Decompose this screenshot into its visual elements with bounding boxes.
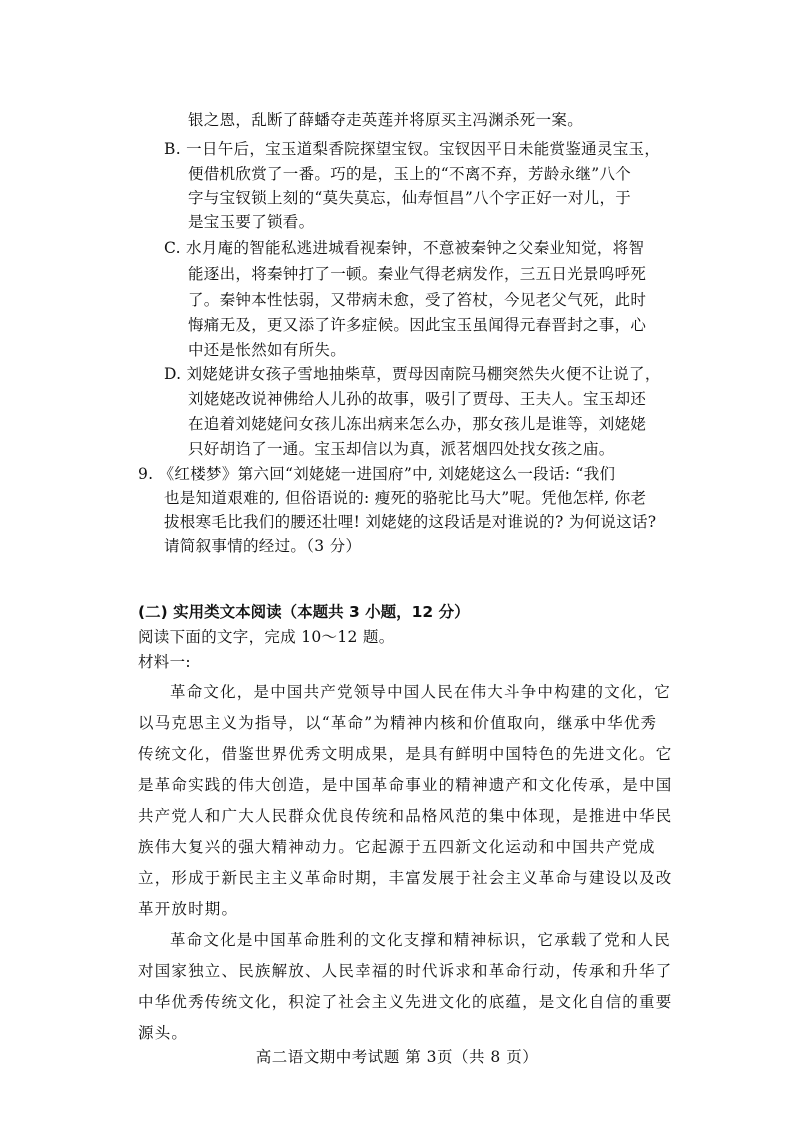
paragraph-line: 是革命实践的伟大创造，是中国革命事业的精神遗产和文化传承，是中国 bbox=[138, 776, 673, 794]
material-label: 材料一: bbox=[138, 653, 191, 671]
paragraph-line: 源头。 bbox=[138, 1024, 189, 1042]
option-b-line: 是宝玉要了锁看。 bbox=[188, 213, 315, 231]
paragraph-line: 立，形成于新民主主义革命时期，丰富发展于社会主义革命与建设以及改 bbox=[138, 869, 673, 887]
option-c-line: 了。秦钟本性怯弱，又带病未愈，受了笞杖，今见老父气死，此时 bbox=[188, 291, 647, 309]
option-b-line: 字与宝钗锁上刻的“莫失莫忘，仙寿恒昌”八个字正好一对儿，于 bbox=[188, 189, 632, 207]
paragraph-line: 革开放时期。 bbox=[138, 900, 239, 918]
question-9-line: 9. 《红楼梦》第六回“刘姥姥一进国府”中, 刘姥姥这么一段话: “我们 bbox=[138, 465, 616, 483]
paragraph-line: 中华优秀传统文化，积淀了社会主义先进文化的底蕴，是文化自信的重要 bbox=[138, 993, 673, 1011]
paragraph-line: 以马克思主义为指导，以“革命”为精神内核和价值取向，继承中华优秀 bbox=[138, 714, 658, 732]
option-c-line: C. 水月庵的智能私逃进城看视秦钟，不意被秦钟之父秦业知觉，将智 bbox=[164, 239, 645, 257]
section-instruction: 阅读下面的文字，完成 10～12 题。 bbox=[138, 628, 395, 646]
option-b-line: 便借机欣赏了一番。巧的是，玉上的“不离不弃，芳龄永继”八个 bbox=[188, 165, 632, 183]
question-9-line: 拔根寒毛比我们的腰还壮哩! 刘姥姥的这段话是对谁说的? 为何说这话? bbox=[164, 513, 657, 531]
option-d-line: 只好胡诌了一通。宝玉却信以为真，派茗烟四处找女孩之庙。 bbox=[188, 440, 615, 458]
question-9-line: 请简叙事情的经过。（3 分） bbox=[164, 537, 362, 555]
page-footer: 高二语文期中考试题 第 3页（共 8 页） bbox=[255, 1048, 539, 1066]
paragraph-line: 传统文化，借鉴世界优秀文明成果，是具有鲜明中国特色的先进文化。它 bbox=[138, 745, 673, 763]
option-a-tail: 银之恩，乱断了薛蟠夺走英莲并将原买主冯渊杀死一案。 bbox=[188, 111, 584, 129]
option-c-line: 中还是怅然如有所失。 bbox=[188, 341, 347, 359]
option-b-line: B. 一日午后，宝玉道梨香院探望宝钗。宝钗因平日未能赏鉴通灵宝玉， bbox=[164, 140, 661, 158]
section-heading: (二) 实用类文本阅读（本题共 3 小题，12 分） bbox=[138, 603, 470, 621]
paragraph-line: 族伟大复兴的强大精神动力。它起源于五四新文化运动和中国共产党成 bbox=[138, 838, 656, 856]
option-d-line: 刘姥姥改说神佛给人儿孙的故事，吸引了贾母、王夫人。宝玉却还 bbox=[188, 390, 647, 408]
paragraph-line: 革命文化是中国革命胜利的文化支撑和精神标识，它承载了党和人民 bbox=[170, 931, 672, 949]
paragraph-line: 革命文化，是中国共产党领导中国人民在伟大斗争中构建的文化，它 bbox=[170, 683, 672, 701]
option-c-line: 能逐出，将秦钟打了一顿。秦业气得老病发作，三五日光景呜呼死 bbox=[188, 265, 647, 283]
paragraph-line: 共产党人和广大人民群众优良传统和品格风范的集中体现，是推进中华民 bbox=[138, 807, 673, 825]
paragraph-line: 对国家独立、民族解放、人民幸福的时代诉求和革命行动，传承和升华了 bbox=[138, 962, 673, 980]
option-c-line: 悔痛无及，更又添了许多症候。因此宝玉虽闻得元春晋封之事，心 bbox=[188, 316, 647, 334]
option-d-line: 在追着刘姥姥问女孩儿冻出病来怎么办，那女孩儿是谁等，刘姥姥 bbox=[188, 415, 647, 433]
question-9-line: 也是知道艰难的, 但俗语说的: 瘦死的骆驼比马大”呢。凭他怎样, 你老 bbox=[164, 489, 647, 507]
option-d-line: D. 刘姥姥讲女孩子雪地抽柴草，贾母因南院马棚突然失火便不让说了， bbox=[164, 365, 661, 383]
